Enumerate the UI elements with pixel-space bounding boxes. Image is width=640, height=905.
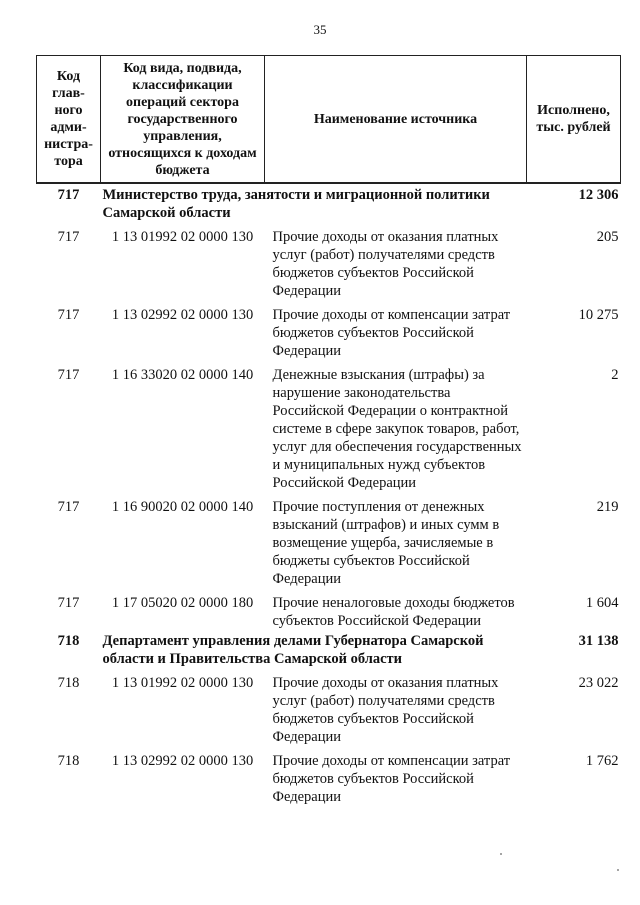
- row-admin-code: 717: [57, 595, 80, 611]
- revenue-table: [36, 55, 621, 806]
- table-header-row: [37, 56, 621, 184]
- row-class-code: 1 17 05020 02 0000 180: [111, 595, 254, 611]
- group-admin-code: 717: [57, 187, 80, 203]
- group-total: 12 306: [578, 187, 619, 203]
- scan-speck: [500, 853, 502, 855]
- table-row: [37, 668, 621, 746]
- admin-group-row: [37, 183, 621, 222]
- row-admin-code: 718: [57, 675, 80, 691]
- row-admin-code: 718: [57, 753, 80, 769]
- header-amount: Исполнено, тыс. рублей: [527, 56, 621, 184]
- row-admin-code: 717: [57, 229, 80, 245]
- row-class-code: 1 13 01992 02 0000 130: [111, 229, 254, 245]
- row-source-name: Прочие доходы от оказания платных услуг (работ) получателями средств бюджетов субъектов Российской Федерации: [272, 675, 499, 745]
- table-row: [37, 360, 621, 492]
- table-row: [37, 746, 621, 806]
- row-amount: 219: [596, 499, 619, 515]
- page-number: 35: [313, 22, 327, 37]
- header-source-name: Наименование источника: [265, 56, 527, 184]
- table-row: [37, 492, 621, 588]
- admin-group-row: [37, 630, 621, 668]
- row-class-code: 1 16 90020 02 0000 140: [111, 499, 254, 515]
- header-admin-code: Код глав-ного адми-нистра-тора: [37, 56, 101, 184]
- row-class-code: 1 13 02992 02 0000 130: [111, 307, 254, 323]
- row-amount: 205: [596, 229, 619, 245]
- group-name: Департамент управления делами Губернатора Самарской области и Правительства Самарской области: [102, 633, 484, 667]
- row-amount: 1 762: [585, 753, 619, 769]
- row-amount: 1 604: [585, 595, 619, 611]
- row-amount: 10 275: [578, 307, 619, 323]
- row-admin-code: 717: [57, 367, 80, 383]
- table-row: [37, 300, 621, 360]
- group-total: 31 138: [578, 633, 619, 649]
- row-source-name: Прочие поступления от денежных взысканий (штрафов) и иных сумм в возмещение ущерба, зачисляемые в бюджеты субъектов Российской Федерации: [272, 499, 500, 587]
- row-class-code: 1 13 01992 02 0000 130: [111, 675, 254, 691]
- row-class-code: 1 16 33020 02 0000 140: [111, 367, 254, 383]
- row-class-code: 1 13 02992 02 0000 130: [111, 753, 254, 769]
- row-amount: 23 022: [578, 675, 619, 691]
- row-amount: 2: [611, 367, 619, 383]
- header-class-code: Код вида, подвида, классификации операций сектора государственного управления, относящихся к доходам бюджета: [101, 56, 265, 184]
- group-name: Министерство труда, занятости и миграционной политики Самарской области: [102, 187, 490, 221]
- table-row: [37, 588, 621, 630]
- row-admin-code: 717: [57, 307, 80, 323]
- row-admin-code: 717: [57, 499, 80, 515]
- row-source-name: Денежные взыскания (штрафы) за нарушение законодательства Российской Федерации о контрактной системе в сфере закупок товаров, работ, услуг для обеспечения государственных и муниципальных нужд субъектов Российской Федерации: [272, 367, 522, 491]
- row-source-name: Прочие доходы от оказания платных услуг (работ) получателями средств бюджетов субъектов Российской Федерации: [272, 229, 499, 299]
- group-admin-code: 718: [57, 633, 80, 649]
- row-source-name: Прочие доходы от компенсации затрат бюджетов субъектов Российской Федерации: [272, 753, 511, 805]
- table-row: [37, 222, 621, 300]
- row-source-name: Прочие неналоговые доходы бюджетов субъектов Российской Федерации: [272, 595, 515, 629]
- scan-speck: [617, 869, 619, 871]
- row-source-name: Прочие доходы от компенсации затрат бюджетов субъектов Российской Федерации: [272, 307, 511, 359]
